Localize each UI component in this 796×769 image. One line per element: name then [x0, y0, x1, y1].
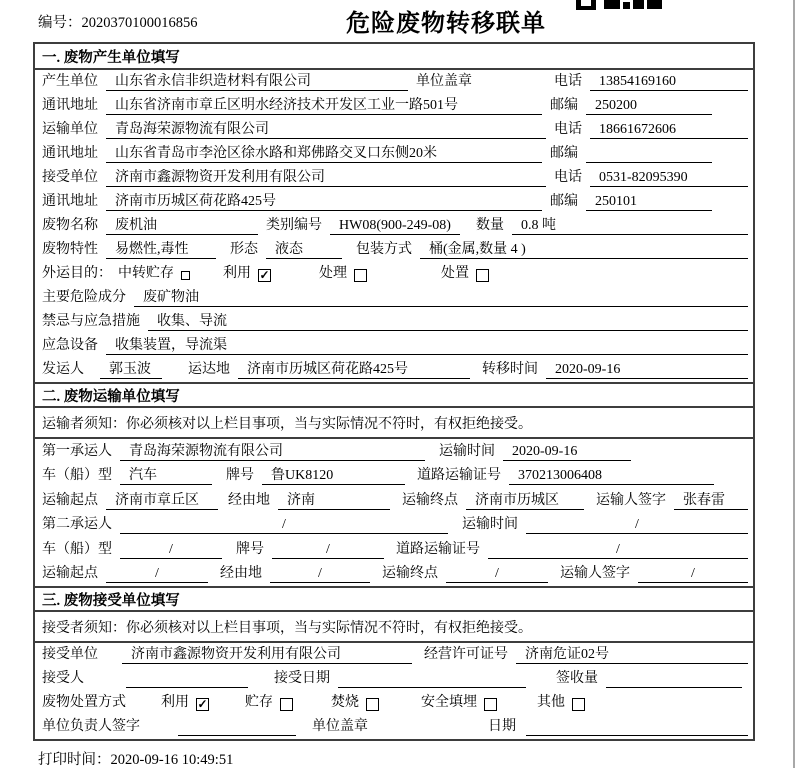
accept-unit-value: 济南市鑫源物资开发利用有限公司 [122, 646, 412, 664]
row-transporter-address [35, 142, 753, 166]
measures-value: 收集、导流 [148, 313, 748, 331]
row-waste-name [35, 214, 753, 238]
license-value: 济南危证02号 [516, 646, 748, 664]
disposal-option-utilize [161, 694, 209, 712]
qr-finder-fragment [576, 0, 596, 10]
row-carrier-1 [35, 439, 753, 464]
row-producer [35, 70, 753, 94]
address-label: 通讯地址 [42, 194, 98, 209]
origin-label: 运输起点 [42, 566, 98, 581]
transfer-date-value: 2020-09-16 [546, 361, 748, 379]
leader-sign-label: 单位负责人签字 [42, 719, 140, 734]
row-measures [35, 310, 753, 334]
section-2-header: 二. 废物运输单位填写 [35, 382, 753, 408]
date-value [526, 718, 748, 736]
disposal-option-incinerate [331, 694, 379, 712]
print-time-value: 2020-09-16 10:49:51 [110, 752, 234, 768]
plate-label: 牌号 [226, 468, 254, 483]
print-time-label: 打印时间： [38, 752, 111, 768]
address-label: 通讯地址 [42, 146, 98, 161]
page-right-edge [793, 0, 795, 768]
vehicle2-value: / [120, 541, 222, 559]
checkbox-other [572, 698, 585, 711]
transport-time-label: 运输时间 [439, 443, 495, 459]
unit-seal-label: 单位盖章 [416, 74, 472, 89]
vehicle-type-label: 车（船）型 [42, 468, 112, 483]
state-value: 液态 [266, 241, 342, 259]
checkbox-incinerate [366, 698, 379, 711]
transporter-value: 青岛海荣源物流有限公司 [106, 121, 546, 139]
carrier1-value: 青岛海荣源物流有限公司 [120, 443, 425, 461]
category-value: HW08(900-249-08) [330, 217, 460, 235]
checkbox-dispose [476, 269, 489, 282]
doc-number-label: 编号： [38, 15, 82, 31]
vehicle-type-label: 车（船）型 [42, 541, 112, 557]
receiver-phone-value: 0531-82095390 [590, 169, 748, 187]
carrier2-value: / [120, 516, 448, 534]
plate-label: 牌号 [236, 541, 264, 557]
checkbox-utilize-checked: ✓ [197, 697, 208, 711]
address-label: 通讯地址 [42, 98, 98, 113]
category-label: 类别编号 [266, 218, 322, 233]
signed-amount-label: 签收量 [556, 671, 598, 686]
accept-unit-label: 接受单位 [42, 647, 98, 662]
row-transporter [35, 118, 753, 142]
producer-value: 山东省永信非织造材料有限公司 [106, 73, 408, 91]
date-label: 日期 [488, 719, 516, 734]
receiver-address-value: 济南市历城区荷花路425号 [106, 193, 542, 211]
checkbox-transfer-storage [181, 271, 190, 280]
receiver-value: 济南市鑫源物资开发利用有限公司 [106, 169, 546, 187]
zip-label: 邮编 [550, 146, 578, 161]
page-title: 危险废物转移联单 [346, 11, 546, 37]
checkbox-utilize-checked: ✓ [259, 268, 270, 282]
row-waste-trait [35, 238, 753, 262]
destination-label: 运达地 [188, 362, 230, 377]
receiver-zip-value: 250101 [586, 193, 712, 211]
hazard-value: 废矿物油 [134, 289, 748, 307]
phone-label: 电话 [554, 170, 582, 185]
road-permit-label: 道路运输证号 [396, 541, 480, 557]
carrier-sign1-value: 张春雷 [674, 492, 748, 510]
carrier-sign2-value: / [638, 565, 748, 583]
leader-sign-value [178, 718, 296, 736]
producer-address-value: 山东省济南市章丘区明水经济技术开发区工业一路501号 [106, 97, 542, 115]
carrier2-label: 第二承运人 [42, 517, 112, 532]
purpose-option-dispose [441, 265, 489, 283]
section-1-header: 一. 废物产生单位填写 [35, 44, 753, 70]
hazard-label: 主要危险成分 [42, 290, 126, 305]
road-permit2-value: / [488, 541, 748, 559]
checkbox-label: 利用 [223, 266, 251, 281]
plate2-value: / [272, 541, 384, 559]
row-accept-person [35, 667, 753, 691]
checkbox-label: 焚烧 [331, 695, 359, 710]
plate1-value: 鲁UK8120 [262, 467, 405, 485]
checkbox-label: 其他 [537, 695, 565, 710]
trait-value: 易燃性,毒性 [106, 241, 216, 259]
checkbox-label: 处理 [319, 266, 347, 281]
purpose-option-treat [319, 265, 367, 283]
trait-label: 废物特性 [42, 242, 98, 257]
road-permit1-value: 370213006408 [509, 467, 714, 485]
accept-date-label: 接受日期 [274, 671, 330, 686]
origin1-value: 济南市章丘区 [106, 492, 218, 510]
transporter-label: 运输单位 [42, 122, 98, 137]
origin-label: 运输起点 [42, 492, 98, 508]
row-leader-sign [35, 715, 753, 739]
row-route-2 [35, 562, 753, 587]
waste-name-value: 废机油 [106, 217, 258, 235]
row-accept-unit [35, 643, 753, 667]
row-shipper [35, 358, 753, 382]
accept-person-value [126, 670, 248, 688]
row-hazard [35, 286, 753, 310]
row-purpose [35, 262, 753, 286]
receiver-label: 接受单位 [42, 170, 98, 185]
unit-seal-label: 单位盖章 [312, 719, 368, 734]
doc-number-value: 2020370100016856 [81, 15, 198, 31]
quantity-label: 数量 [476, 218, 504, 233]
disposal-option-storage [245, 694, 293, 712]
endpoint-label: 运输终点 [382, 566, 438, 581]
disposal-label: 废物处置方式 [42, 695, 126, 710]
purpose-option-transfer-storage [118, 265, 190, 283]
origin2-value: / [106, 565, 208, 583]
manifest-form [33, 42, 755, 741]
transporter-notice: 运输者须知：你必须核对以上栏目事项，当与实际情况不符时，有权拒绝接受。 [35, 408, 753, 439]
qr-code-icon [576, 0, 662, 10]
destination-value: 济南市历城区荷花路425号 [238, 361, 470, 379]
phone-label: 电话 [554, 74, 582, 89]
shipper-label: 发运人 [42, 362, 84, 377]
endpoint1-value: 济南市历城区 [466, 492, 584, 510]
row-equipment [35, 334, 753, 358]
carrier-sign-label: 运输人签字 [596, 492, 666, 508]
transporter-zip-value [586, 145, 712, 163]
checkbox-label: 利用 [161, 695, 189, 710]
row-disposal [35, 691, 753, 715]
checkbox-treat [354, 269, 367, 282]
transporter-address-value: 山东省青岛市李沧区徐水路和郑佛路交叉口东侧20米 [106, 145, 542, 163]
waste-name-label: 废物名称 [42, 218, 98, 233]
transporter-phone-value: 18661672606 [590, 121, 748, 139]
checkbox-landfill [484, 698, 497, 711]
carrier-sign-label: 运输人签字 [560, 566, 630, 581]
zip-label: 邮编 [550, 98, 578, 113]
row-vehicle-2 [35, 537, 753, 562]
road-permit-label: 道路运输证号 [417, 468, 501, 483]
accept-person-label: 接受人 [42, 671, 84, 686]
packing-value: 桶(金属,数量 4 ) [420, 241, 748, 259]
disposal-option-other [537, 694, 585, 712]
disposal-option-landfill [421, 694, 497, 712]
checkbox-label: 处置 [441, 266, 469, 281]
producer-zip-value: 250200 [586, 97, 712, 115]
license-label: 经营许可证号 [424, 647, 508, 662]
endpoint-label: 运输终点 [402, 492, 458, 508]
row-receiver [35, 166, 753, 190]
row-receiver-address [35, 190, 753, 214]
transport-time1-value: 2020-09-16 [503, 443, 631, 461]
row-route-1 [35, 488, 753, 513]
accept-date-value [338, 670, 526, 688]
row-vehicle-1 [35, 464, 753, 489]
section-3-header: 三. 废物接受单位填写 [35, 586, 753, 612]
row-producer-address [35, 94, 753, 118]
transport-time2-value: / [526, 516, 748, 534]
transport-time-label: 运输时间 [462, 517, 518, 532]
producer-label: 产生单位 [42, 74, 98, 89]
vehicle1-value: 汽车 [120, 467, 212, 485]
purpose-label: 外运目的： [42, 266, 112, 281]
row-carrier-2 [35, 513, 753, 538]
checkbox-label: 贮存 [245, 695, 273, 710]
transfer-date-label: 转移时间 [482, 362, 538, 377]
endpoint2-value: / [446, 565, 548, 583]
state-label: 形态 [230, 242, 258, 257]
carrier1-label: 第一承运人 [42, 443, 112, 459]
measures-label: 禁忌与应急措施 [42, 314, 140, 329]
equipment-value: 收集装置，导流渠 [106, 337, 748, 355]
purpose-option-utilize [223, 265, 271, 283]
checkbox-label: 安全填埋 [421, 695, 477, 710]
equipment-label: 应急设备 [42, 338, 98, 353]
shipper-value: 郭玉波 [100, 361, 162, 379]
quantity-value: 0.8 吨 [512, 217, 748, 235]
receiver-notice: 接受者须知：你必须核对以上栏目事项，当与实际情况不符时，有权拒绝接受。 [35, 612, 753, 643]
zip-label: 邮编 [550, 194, 578, 209]
print-time [38, 748, 233, 769]
signed-amount-value [606, 670, 742, 688]
checkbox-storage [280, 698, 293, 711]
via-label: 经由地 [220, 566, 262, 581]
via-label: 经由地 [228, 492, 270, 508]
checkbox-label: 中转贮存 [118, 266, 174, 281]
packing-label: 包装方式 [356, 242, 412, 257]
phone-label: 电话 [554, 122, 582, 137]
via1-value: 济南 [278, 492, 390, 510]
via2-value: / [270, 565, 370, 583]
producer-phone-value: 13854169160 [590, 73, 748, 91]
